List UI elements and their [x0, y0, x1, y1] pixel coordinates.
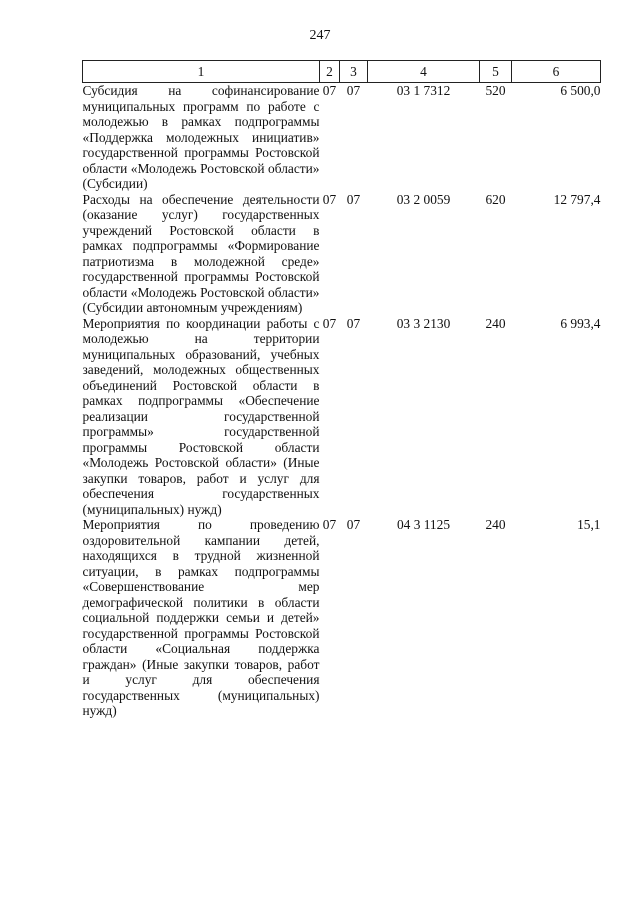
table-row — [83, 517, 601, 719]
page-number: 247 — [309, 28, 331, 43]
row-description: Мероприятия по проведению оздоровительной кампании детей, находящихся в трудной жизненной ситуации, в рамках подпрограммы «Совершенствование мер демографической политики в области социальной поддержки семьи и детей» государственной программы Ростовской области «Социальная поддержка граждан» (Иные закупки товаров, работ и услуг для обеспечения государственных (муниципальных) нужд) — [82, 517, 320, 718]
row-amount: 12 797,4 — [553, 191, 601, 207]
row-amount: 15,1 — [577, 517, 601, 532]
row-section: 07 — [322, 517, 337, 532]
header-col-5: 5 — [480, 61, 512, 83]
table-header-row — [83, 61, 601, 83]
row-expense-type: 620 — [485, 191, 506, 207]
header-col-3: 3 — [340, 61, 368, 83]
row-amount: 6 993,4 — [560, 315, 601, 331]
row-subsection: 07 — [346, 83, 361, 98]
header-col-1: 1 — [83, 61, 320, 83]
row-amount: 6 500,0 — [560, 83, 601, 98]
header-col-4: 4 — [368, 61, 480, 83]
row-description: Мероприятия по координации работы с молодежью на территории муниципальных образований, учебных заведений, молодежных общественных объединений Ростовской области в рамках подпрограммы «Обеспечение реализации государственной программы» государственной программы Ростовской области «Молодежь Ростовской области» (Иные закупки товаров, работ и услуг для обеспечения государственных (муниципальных) нужд) — [82, 315, 320, 517]
table-row — [83, 192, 601, 316]
row-subsection: 07 — [346, 191, 361, 207]
row-target-article: 04 3 1125 — [396, 517, 451, 532]
table-row — [83, 83, 601, 192]
row-expense-type: 240 — [485, 315, 506, 331]
row-subsection: 07 — [346, 517, 361, 532]
row-section: 07 — [322, 315, 337, 331]
row-target-article: 03 1 7312 — [396, 83, 451, 98]
table-row — [83, 316, 601, 518]
row-target-article: 03 2 0059 — [396, 191, 451, 207]
row-expense-type: 520 — [485, 83, 506, 98]
header-col-6: 6 — [512, 61, 601, 83]
row-description: Субсидия на софинансирование муниципальных программ по работе с молодежью в рамках подпрограммы «Поддержка молодежных инициатив» государственной программы Ростовской области «Молодежь Ростовской области» (Субсидии) — [82, 83, 320, 191]
row-subsection: 07 — [346, 315, 361, 331]
header-col-2: 2 — [320, 61, 340, 83]
row-expense-type: 240 — [485, 517, 506, 532]
row-target-article: 03 3 2130 — [396, 315, 451, 331]
row-section: 07 — [322, 191, 337, 207]
budget-table — [82, 60, 601, 719]
row-description: Расходы на обеспечение деятельности (оказание услуг) государственных учреждений Ростовской области в рамках подпрограммы «Формирование патриотизма в молодежной среде» государственной программы Ростовской области «Молодежь Ростовской области» (Субсидии автономным учреждениям) — [82, 191, 320, 315]
row-section: 07 — [322, 83, 337, 98]
